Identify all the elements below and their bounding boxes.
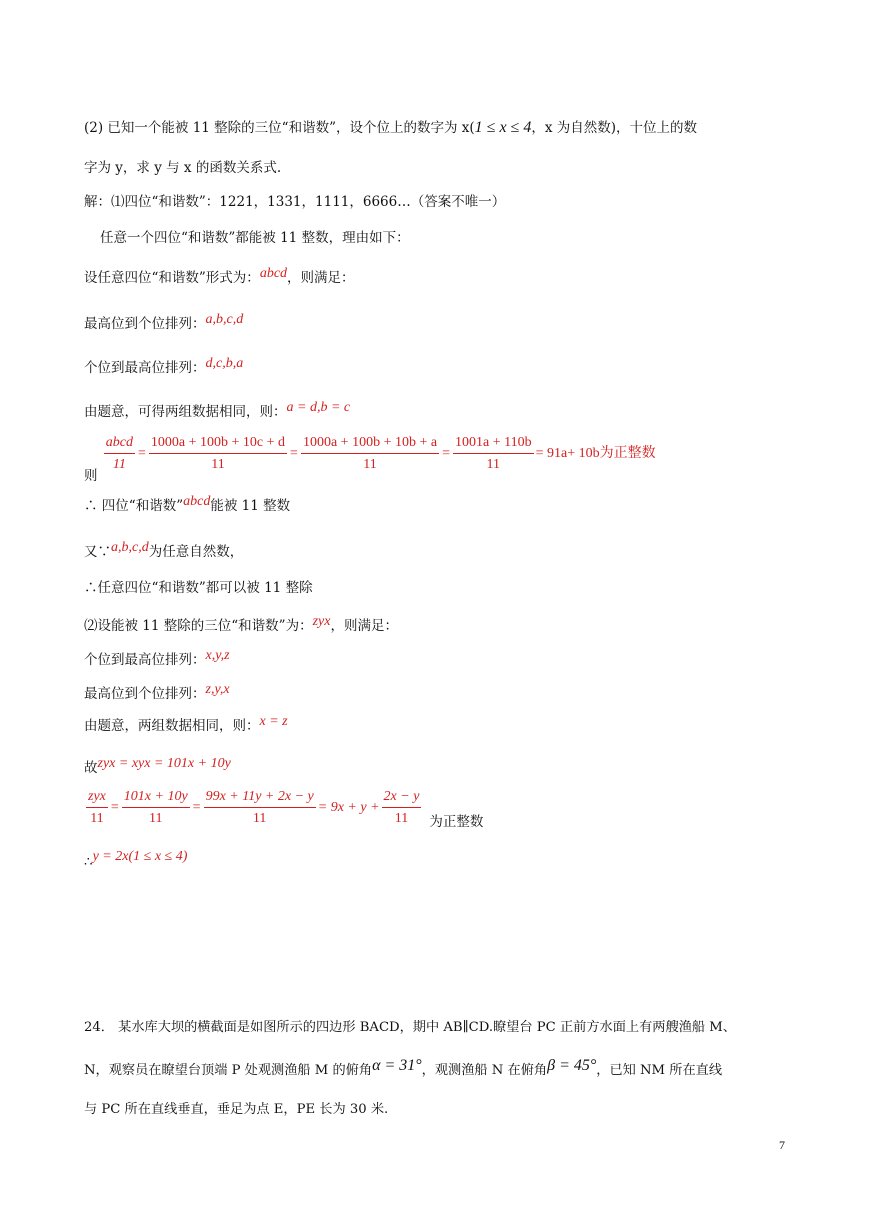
math-abcd-3: a,b,c,d <box>111 540 149 555</box>
fraction-1: $\frac{\text{abcd}}{11}$ <box>105 435 134 472</box>
solution-line2: 任意一个四位“和谐数”都能被 11 整数，理由如下： <box>100 230 410 246</box>
solution-line1: 解：⑴四位“和谐数”：1221，1331，1111，6666…（答案不唯一） <box>84 194 506 210</box>
solution-line3: 设任意四位“和谐数”形式为：abcd，则满足： <box>84 266 355 286</box>
question-part2-line2: 字为 y，求 y 与 x 的函数关系式. <box>84 160 282 176</box>
math-abcd: abcd <box>259 266 288 281</box>
fraction2-1: $\frac{\text{zyx}}{11}$ <box>88 789 106 826</box>
solution-part2-line1: ⑵设能被 11 整除的三位“和谐数”为：zyx，则满足： <box>84 614 398 634</box>
equation-row-2: $\frac{\text{zyx}}{11}$ = $\frac{101x + 10y}{11}$ = $\frac{99x + 11y + 2x - y}{11}$ = 9x + y + $\frac{2x - y}{11}$ 为正整数 <box>88 789 484 830</box>
q24-line3: 与 PC 所在直线垂直，垂足为点 E，PE 长为 30 米. <box>84 1102 389 1117</box>
solution-conclusion: ∴y = 2x(1 ≤ x ≤ 4) <box>84 849 188 870</box>
page-number: 7 <box>779 1138 785 1152</box>
q24-line2: N，观察员在瞭望台顶端 P 处观测渔船 M 的俯角α = 31°，观测渔船 N 在俯角β = 45°，已知 NM 所在直线 <box>84 1057 723 1078</box>
fraction2-2: $\frac{101x + 10y}{11}$ <box>123 789 188 826</box>
math-range: 1 ≤ x ≤ 4 <box>474 119 532 136</box>
solution-line4: 最高位到个位排列：a,b,c,d <box>84 312 244 332</box>
question-part2-line1: (2) 已知一个能被 11 整除的三位“和谐数”，设个位上的数字为 x(1 ≤ x ≤ 4，x 为自然数)，十位上的数 <box>84 119 697 136</box>
solution-part2-line5: 故zyx = xyx = 101x + 10y <box>84 756 231 776</box>
math-equal-cond: a = d,b = c <box>286 400 351 415</box>
solution-part2-line3: 最高位到个位排列：z,y,x <box>84 682 230 702</box>
math-x-eq-z: x = z <box>259 714 288 729</box>
math-zyx: zyx <box>312 614 331 629</box>
math-abcd-seq: a,b,c,d <box>205 312 244 327</box>
solution-line10: ∴任意四位“和谐数”都可以被 11 整除 <box>84 580 313 596</box>
fraction2-4: $\frac{2x - y}{11}$ <box>383 789 420 826</box>
solution-line9: 又∵a,b,c,d为任意自然数， <box>84 540 244 560</box>
solution-part2-line4: 由题意，两组数据相同，则：x = z <box>84 714 288 734</box>
fraction-4: $\frac{1001a + 110b}{11}$ <box>454 435 532 472</box>
equation-tail: = 91a+ 10b为正整数 <box>535 446 656 461</box>
solution-part2-line2: 个位到最高位排列：x,y,z <box>84 648 230 668</box>
math-xyz-seq: x,y,z <box>205 648 230 663</box>
solution-line5: 个位到最高位排列：d,c,b,a <box>84 356 244 376</box>
math-y-equals-2x: y = 2x(1 ≤ x ≤ 4) <box>92 849 188 864</box>
q24-line1: 24． 某水库大坝的横截面是如图所示的四边形 BACD，期中 AB∥CD.瞭望台 PC 正前方水面上有两艘渔船 M、 <box>84 1020 736 1035</box>
equation2-tail: 为正整数 <box>429 813 484 830</box>
math-zyx-expansion: zyx = xyx = 101x + 10y <box>97 756 231 771</box>
math-abcd-2: abcd <box>183 494 211 509</box>
fraction-3: $\frac{1000a + 100b + 10b + a}{11}$ <box>302 435 438 472</box>
solution-line8: ∴ 四位“和谐数”abcd能被 11 整数 <box>84 494 291 514</box>
equation-row-1: 则 $\frac{\text{abcd}}{11}$ = $\frac{1000a + 100b + 10c + d}{11}$ = $\frac{1000a + 100b + 10b + a}{11}$ = $\frac{1001a + 110b}{11}$ = 91a+ 10b为正整数 <box>84 435 656 484</box>
math-dcba-seq: d,c,b,a <box>205 356 244 371</box>
solution-line6: 由题意，可得两组数据相同，则：a = d,b = c <box>84 400 351 420</box>
equation2-mid: = 9x + y + <box>317 800 380 815</box>
fraction2-3: $\frac{99x + 11y + 2x - y}{11}$ <box>205 789 314 826</box>
math-alpha: α = 31° <box>372 1057 422 1074</box>
math-beta: β = 45° <box>547 1057 597 1074</box>
fraction-2: $\frac{1000a + 100b + 10c + d}{11}$ <box>150 435 286 472</box>
math-zyx-seq: z,y,x <box>205 682 230 697</box>
